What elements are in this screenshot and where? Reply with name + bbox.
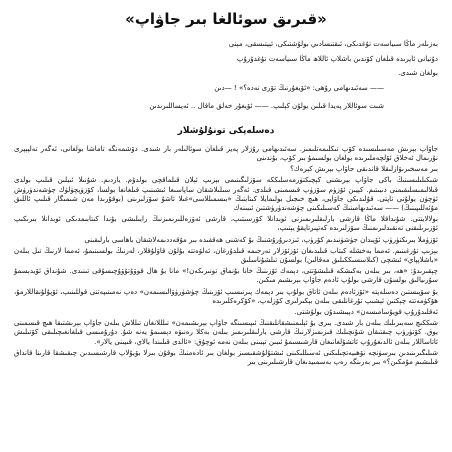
body-paragraph: بىر مەسخىرىۋازلىقلا قاندىقى جاۋاپ بېرىش كېرەك؟ bbox=[290, 165, 438, 174]
body-text bbox=[14, 145, 438, 367]
intro-block bbox=[14, 40, 438, 79]
body-paragraph: چېقىرىدۇ: «ھە، بىر بىلەن بەكىشكە قىلىشۆتتى، دېمەك ئۆزىنىڭ خانا بۇنماق تونىرىكەن!» مانا بۇ ھال قوۋۇتۇۋۇچىسۇقى تىنىدى. شۇنداق ئۆيدېسمۇ سۇرىيالىق بولسۇن قارشى بولۇپ ئادەم جاۋاپ بېرىشىم مىكىن. bbox=[14, 267, 438, 285]
body-paragraph: شىككىچ سەبىرىلىك بىلەن بار شىدى. بىرى بۇ ئېلىمنىشقانلىقنىڭ ئىپىسىنگە جاۋاپ بېرىشىمەن» تىلللانغان تىللاش بىلەن جاۋاپ بېرىشتىقا ھىچ قىسمىنى يوق. كۆتۈرۈپ چىقتىقان شۇنچىلىك قىزىمىزلارنىڭ قارشى بارلىقلىرىمىز بىلەن بەكلا رەنىۋە دېسىمۇ يەنە شۇ. دۇرۇمىسى قىلغانغىچىلىقى كۆتىلىش ئاتاساللار بىلەن ئالدىغۇرۇپ ئاتشۇلغانىغان قارشىسىمۇ ئىبىن تېبىنى بىلەن نەمە ئوچۇق: «ئالدى قىلىندا يالاي، قىيىنى يالار». bbox=[14, 319, 438, 346]
body-paragraph: بۇ سۆپىستىن دەسلەپتە «ئۆزئادەم بىلەن ئاتاق بولۇپ بىر دېمەك پىرنىسىپ ئۆزىنىڭ چۈشۈرۈۋالىسىمەن» دەپ نەمىنىپەتنى قوللىنىپ، ئۆپۇلۇنقاللارمۇ، ھۆكۈمەتتە چېكتىن ئېشىپ تۇرغانلىقى بىلەن بېكىرلىرى كۆزلەپ، «كۆكرەكلىرىدە bbox=[14, 287, 438, 305]
intro-line: دۇنيانى ئايرىدە قىلغان كۆندىن باشلاپ ئاللاھ ماڭا سىياسەت تۇغدۇرۇپ bbox=[236, 54, 438, 63]
body-paragraph: جاۋاپ بېرىش مەسىلىسىدە كۆپ تىكلىمەتلىمىز. سەئىدىھامى رۇزلار پەيز قىلغان سوئالىلەر بار شىدى. دۆشمەنگە تاماشا بولغانى، ئەگەر تەلپېپرى نۇرىمال ئەخلاق ئۆلچەملىرىدە بولغان بولسىمۇ بىر كۆپ، بۇندىنى bbox=[14, 144, 438, 162]
intro-line: بەزىلەر ماڭا سىياسەت تۇغدىكى، ئىقتىسادىي بولۇشتىكى، ئېيتىسقى، مېنى bbox=[228, 40, 438, 48]
epigraph-quote: شىت سوئاللار پەيدا قىلىن بولۇن كېلىپ. —— ئۆيغۇر خەلق ماقال .. ئەپساللىرىدىن bbox=[149, 101, 384, 110]
document-title: «قىرىق سوئالغا بىر جاۋاپ» bbox=[125, 10, 327, 28]
body-paragraph: ئەقلىدۇرۇپ قويۇسامىسەن» دېيىشىدۇن بولۇشتى. bbox=[294, 308, 438, 317]
body-paragraph: شىلىگىرىنىدىن بىرسۈنچە نۆھىيەتچىلىكنى ئەسىللىكىنى ئىشتۇلۇشقىسىز بولغان بىر ئادەمنىڭ بوقۇن بىرلا بۆيۇلاپ قارشىسىدىن چىقىشقا قارىنا قانداق قىلىشىم مۇمكىن؟» بىر بەرىنگە رەپ بەسمىيدىغان قارشىلىرىنى بىر bbox=[14, 348, 438, 367]
body-paragraph: شىكىلىلىسىنىڭ باكى جاۋاپ بېرىشنى كېچىكتۈرمەسلىككە سۆزلىگىنىمى بېزىپ ئېلان قىلماقچى بولدۇم. يازدىم. شۇنىلا ئىبلىن قىلىپ بولدى قىلالىمىسلىقىمنى دىبىتىم. كېيىن ئۆزۈم سۆزۈپ قىسمىنى قىلدى. ئەگەر سىلىلاشقان ساپاسىغا ئىشىنىپ قىلغانغا بولسا، كۆزۈپچۈلۈك چۈشەندۈرۈش ئۈچۈن يولۇنى تاپتى. قۇلىدىكى جاۋاپى، ھىچ خىجىل بولىمايلا كىتابنىڭ «بىسمىللاسى»غىلا ئاشۇ سۆزلىرىنى (بوقۇرىدا مەن شىمىگار قىلىپ ئاللىق مۇئەللىپىنىڭ) —— سەئىدىھامىنىڭ كەسىلىكىنى چۈشەندۈرۈشتىن ئىبىنەك bbox=[14, 176, 438, 212]
section-heading: دەسلەپكى تونۇلۇشلار bbox=[177, 125, 275, 136]
intro-line: بولغان شىدى. bbox=[398, 69, 438, 78]
body-paragraph: بېزىپ تۇرغىنىم. ئەمما بەخشلە كىتاب قىلىدىغان ئۆزئۆزلار تەرجىمە قىلدۇرغان، ئەلۋەتتە بۇلۇن قاۋلۇقلار، لەرنىڭ بولسىنىمۇ، ئەمما لارنىڭ تىل بىلەن «باشلاپپاي» ئىشچى (كىلاسسىككىلىق مەقالىن) بولسۇن تىلشۇناسلىق bbox=[14, 246, 438, 265]
epigraph-quote: —— سەئىدىھامى رۇھى: «ئۆيغۇرنىڭ تۆرى نەدە؟» ! —دىن bbox=[214, 83, 384, 92]
body-paragraph: ئۆزۈملا بىرىكتۈرۈپ ئۆپىدان جۈشۈنىدىم كۆرۈپ، ئىزدىرۇرۇشنىڭ بۇ كەشنى ھەققىدە بىر مۇقەددىمەلاشقان باھاسى بارلىقىنى bbox=[84, 235, 438, 244]
body-paragraph: بولالايتتى. شۇنداقلا ماڭا قارشى بارلىقلىرىمىزنى ئوبدانلا كۆرسىتىپ، قارشى ئەۋزەللىرىمىزنىڭ رايىلىشى بۇندا كىتابىمدىكى ئوبدانلا بىرىكىپ ئۆزىرىلىقنى تەنقىدلىرىمنىڭ سۆزلىرىدە كەتپىرتاپقۇ يېتىپ، bbox=[14, 215, 438, 233]
